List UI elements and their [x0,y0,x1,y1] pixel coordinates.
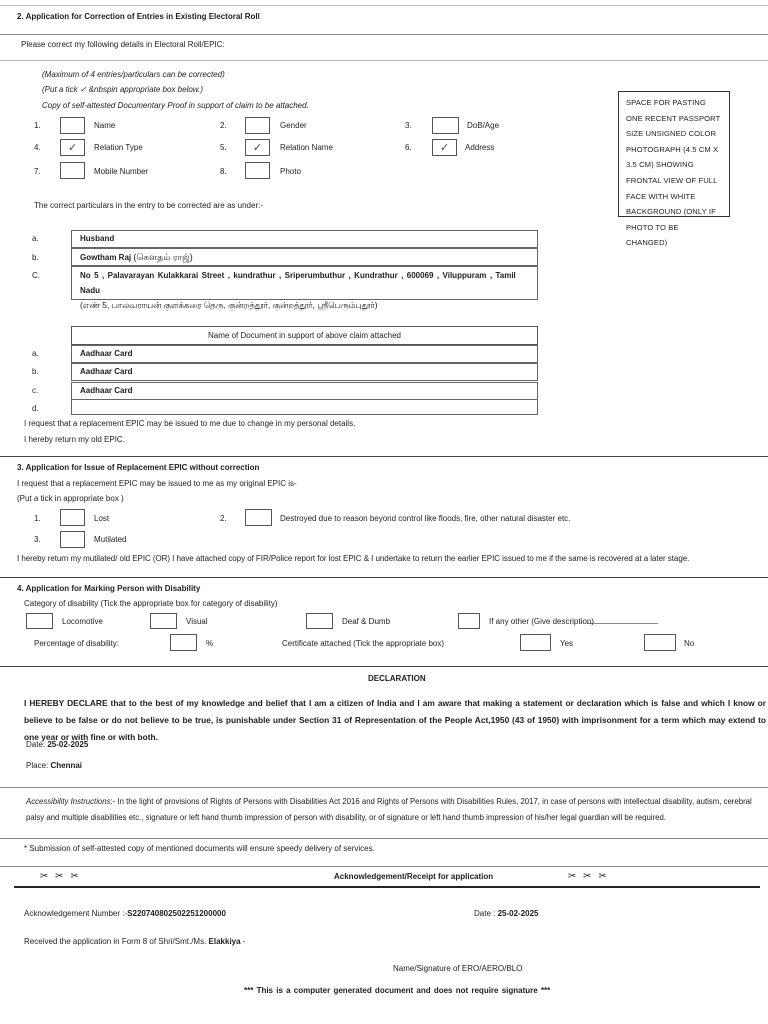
item-number: 7. [34,167,41,176]
label-yes: Yes [560,639,574,648]
label-relation-type: Relation Type [94,143,143,152]
return-mutilated-epic: I hereby return my mutilated/ old EPIC (OR) I have attached copy of FIR/Police report for lost EPIC & I undertake to return the earlier EPIC issued to me if the same is recovered at a later stage. [17,554,690,563]
checkbox-yes[interactable] [520,634,551,651]
disability-category-note: Category of disability (Tick the appropriate box for category of disability) [24,599,278,608]
document-row: Aadhaar Card [71,345,538,363]
document-header: Name of Document in support of above claim attached [71,326,538,345]
checkbox-destroyed[interactable] [245,509,272,526]
label-address: Address [465,143,495,152]
submission-note: * Submission of self-attested copy of mentioned documents will ensure speedy delivery of services. [24,844,375,853]
particular-address: No 5 , Palavarayan Kulakkarai Street , kundrathur , Sriperumbuthur , Kundrathur , 600069 , Viluppuram , Tamil Nadu (எண் 5, பாலவராயன் குளக்கரை தெரு, குன்றத்தூர், குன்றத்தூர், ஸ்ரீபெரும்புதூர்) [71,266,538,300]
checkbox-gender[interactable] [245,117,270,134]
label-no: No [684,639,695,648]
correct-particulars-intro: The correct particulars in the entry to be corrected are as under:- [34,201,263,210]
label-mutilated: Mutilated [94,535,127,544]
document-row: Aadhaar Card [71,363,538,381]
scissors-icon: ✂ ✂ ✂ [40,871,81,882]
label-relation-name: Relation Name [280,143,333,152]
item-number: 6. [405,143,412,152]
label-name: Name [94,121,116,130]
item-number: 4. [34,143,41,152]
checkbox-address[interactable]: ✓ [432,139,457,156]
tick-note: (Put a tick ✓ &nbspin appropriate box below.) [42,85,204,94]
checkbox-name[interactable] [60,117,85,134]
replacement-request: I request that a replacement EPIC may be issued to me due to change in my personal details. [24,419,356,428]
ack-number: Acknowledgement Number :-S220740802502251200000 [24,909,226,918]
checkbox-lost[interactable] [60,509,85,526]
ack-title: Acknowledgement/Receipt for application [334,872,494,881]
checkbox-relation-name[interactable]: ✓ [245,139,270,156]
row-letter: a. [32,234,39,243]
declaration-text: I HEREBY DECLARE that to the best of my knowledge and belief that I am a citizen of India and I am aware that making a statement or declaration which is false and which I know or believe to be false or do not believe to be true, is punishable under Section 31 of Representation of the People Act,1950 (43 of 1950) with imprisonment for a term which may extend to one year or with fine or with both. [24,698,766,742]
row-letter: b. [32,367,39,376]
checkbox-mobile[interactable] [60,162,85,179]
document-row: Aadhaar Card [71,382,538,400]
item-number: 2. [220,514,227,523]
row-letter: c. [32,386,39,395]
percentage-label: Percentage of disability: [34,639,119,648]
checkbox-locomotive[interactable] [26,613,53,629]
item-number: 3. [34,535,41,544]
item-number: 1. [34,514,41,523]
label-visual: Visual [186,617,208,626]
label-locomotive: Locomotive [62,617,103,626]
item-number: 8. [220,167,227,176]
item-number: 1. [34,121,41,130]
row-letter: a. [32,349,39,358]
section3-title: 3. Application for Issue of Replacement EPIC without correction [17,463,260,472]
label-other: If any other (Give description) [489,617,594,626]
please-correct-text: Please correct my following details in Electoral Roll/EPIC: [21,40,225,49]
row-letter: b. [32,253,39,262]
return-old-epic: I hereby return my old EPIC. [24,435,125,444]
row-letter: d. [32,404,39,413]
checkbox-visual[interactable] [150,613,177,629]
photo-box: SPACE FOR PASTING ONE RECENT PASSPORT SIZE UNSIGNED COLOR PHOTOGRAPH (4.5 CM X 3.5 CM) SHOWING FRONTAL VIEW OF FULL FACE WITH WHITE BACKGROUND (ONLY IF PHOTO TO BE CHANGED) [618,91,730,217]
label-mobile: Mobile Number [94,167,149,176]
checkbox-photo[interactable] [245,162,270,179]
label-gender: Gender [280,121,307,130]
ack-date: Date : 25-02-2025 [474,909,539,918]
checkbox-no[interactable] [644,634,676,651]
ero-signature-label: Name/Signature of ERO/AERO/BLO [393,964,523,973]
declaration-title: DECLARATION [368,674,426,683]
checkbox-deaf-dumb[interactable] [306,613,333,629]
sec3-request: I request that a replacement EPIC may be issued to me as my original EPIC is- [17,479,297,488]
declaration-date: Date: 25-02-2025 [26,740,89,749]
tamil-address: (எண் 5, பாலவராயன் குளக்கரை தெரு, குன்றத்தூர், குன்றத்தூர், ஸ்ரீபெரும்புதூர்) [80,300,378,310]
checkbox-dob[interactable] [432,117,459,134]
label-photo: Photo [280,167,301,176]
item-number: 2. [220,121,227,130]
declaration-place: Place: Chennai [26,761,83,770]
particular-relation-name: Gowtham Raj (கௌதம் ராஜ்) [71,248,538,266]
computer-generated-note: *** This is a computer generated document and does not require signature *** [244,986,551,995]
checkbox-relation-type[interactable]: ✓ [60,139,85,156]
scissors-icon: ✂ ✂ ✂ [568,871,609,882]
document-row [71,399,538,415]
tamil-name: (கௌதம் ராஜ்) [133,252,193,262]
section2-title: 2. Application for Correction of Entries in Existing Electoral Roll [17,12,260,21]
item-number: 3. [405,121,412,130]
section4-title: 4. Application for Marking Person with Disability [17,584,201,593]
label-lost: Lost [94,514,110,523]
label-destroyed: Destroyed due to reason beyond control like floods, fire, other natural disaster etc. [280,514,571,523]
sec3-tick-note: (Put a tick in appropriate box ) [17,494,124,503]
particular-relation-type: Husband [71,230,538,248]
accessibility-instructions: Accessibility Instructions:- In the light of provisions of Rights of Persons with Disabilities Act 2016 and Rights of Persons with Disabilities Rules, 2017, in case of persons with intellectual disability, autism, cerebral palsy and multiple disabilities etc., signature or left hand thumb impression of person with disability, or of signature or left hand thumb impression of his/her legal guardian will be required. [26,797,752,822]
other-description-blank: ________________ [587,615,659,624]
certificate-label: Certificate attached (Tick the appropriate box) [282,639,445,648]
received-from: Received the application in Form 8 of Shri/Smt./Ms. Elakkiya - [24,937,246,946]
label-dob: DoB/Age [467,121,500,130]
percent-sign: % [206,639,214,648]
label-deaf-dumb: Deaf & Dumb [342,617,391,626]
checkbox-other[interactable] [458,613,480,629]
row-letter: C. [32,271,40,280]
max-entries-note: (Maximum of 4 entries/particulars can be corrected) [42,70,225,79]
checkbox-mutilated[interactable] [60,531,85,548]
percentage-input[interactable] [170,634,197,651]
proof-note: Copy of self-attested Documentary Proof in support of claim to be attached. [42,101,309,110]
item-number: 5. [220,143,227,152]
